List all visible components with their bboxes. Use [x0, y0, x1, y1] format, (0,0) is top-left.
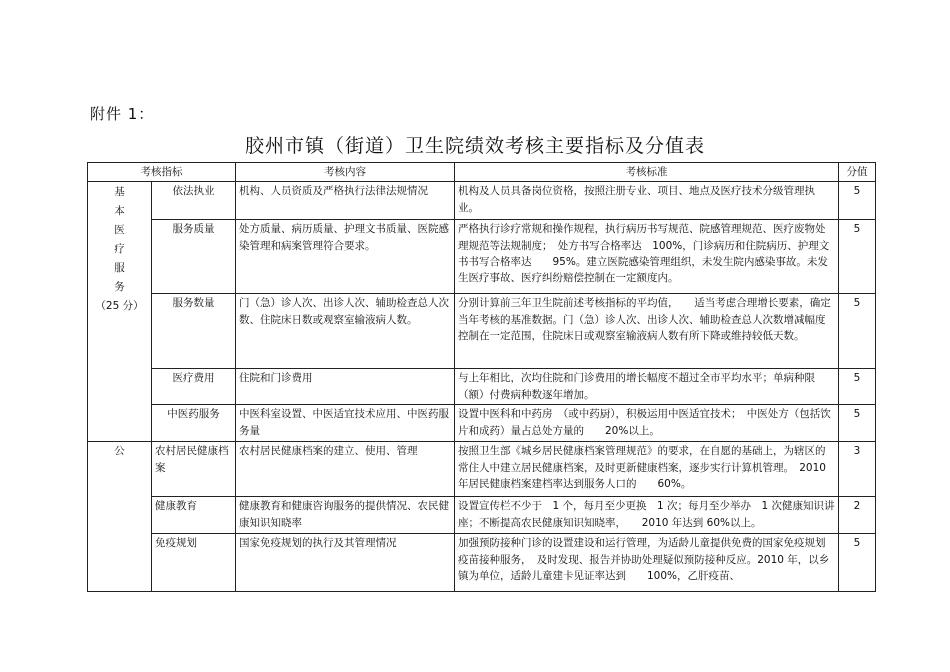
header-indicator: 考核指标 — [88, 163, 236, 182]
attachment-label: 附件 1： — [90, 105, 155, 123]
table-row — [88, 442, 876, 497]
assessment-standard: 严格执行诊疗常规和操作规程，执行病历书写规范、院感管理规范、医疗废物处理规范等法规制度； 处方书写合格率达 100%，门诊病历和住院病历、护理文书书写合格率达 95%。建立医院感染管理组织，未发生院内感染事故。未发生医疗事故、医疗纠纷赔偿控制在一定额度内。 — [455, 220, 839, 294]
assessment-content: 门（急）诊人次、出诊人次、辅助检查总人次数、住院床日数或观察室输液病人数。 — [236, 294, 455, 369]
indicator-table — [87, 162, 876, 592]
assessment-standard: 设置中医科和中药房 （或中药厨），积极运用中医适宜技术； 中医处方（包括饮片和成药）量占总处方量的 20%以上。 — [455, 405, 839, 442]
table-row — [88, 369, 876, 405]
table-row — [88, 294, 876, 369]
assessment-content: 机构、人员资质及严格执行法律法规情况 — [236, 182, 455, 220]
category-basic-medical: 基 本 医 疗 服 务 （25 分） — [88, 182, 152, 442]
sub-indicator: 依法执业 — [152, 182, 236, 220]
table-row — [88, 182, 876, 220]
header-score: 分值 — [839, 163, 876, 182]
score: 5 — [839, 405, 876, 442]
header-standard: 考核标准 — [455, 163, 839, 182]
sub-indicator: 免疫规划 — [152, 534, 236, 592]
assessment-content: 健康教育和健康咨询服务的提供情况、农民健康知识知晓率 — [236, 497, 455, 534]
table-row — [88, 405, 876, 442]
assessment-standard: 与上年相比，次均住院和门诊费用的增长幅度不超过全市平均水平；单病种限（额）付费病种数逐年增加。 — [455, 369, 839, 405]
sub-indicator: 健康教育 — [152, 497, 236, 534]
assessment-standard: 分别计算前三年卫生院前述考核指标的平均值， 适当考虑合理增长要素，确定当年考核的基准数据。门（急）诊人次、出诊人次、辅助检查总人次数增减幅度控制在一定范围，住院床日或观察室输液病人数有所下降或维持较低天数。 — [455, 294, 839, 369]
sub-indicator: 医疗费用 — [152, 369, 236, 405]
sub-indicator: 服务质量 — [152, 220, 236, 294]
score: 5 — [839, 182, 876, 220]
assessment-content: 住院和门诊费用 — [236, 369, 455, 405]
assessment-content: 处方质量、病历质量、护理文书质量、医院感染管理和病案管理符合要求。 — [236, 220, 455, 294]
table-row — [88, 534, 876, 592]
assessment-content: 农村居民健康档案的建立、使用、管理 — [236, 442, 455, 497]
score: 2 — [839, 497, 876, 534]
sub-indicator: 中医药服务 — [152, 405, 236, 442]
assessment-content: 中医科室设置、中医适宜技术应用、中医药服务量 — [236, 405, 455, 442]
score: 5 — [839, 220, 876, 294]
table-row — [88, 220, 876, 294]
table-row — [88, 497, 876, 534]
score: 3 — [839, 442, 876, 497]
page-title: 胶州市镇（街道）卫生院绩效考核主要指标及分值表 — [244, 135, 705, 157]
table-header-row — [88, 163, 876, 182]
sub-indicator: 农村居民健康档案 — [152, 442, 236, 497]
header-content: 考核内容 — [236, 163, 455, 182]
assessment-standard: 机构及人员具备岗位资格，按照注册专业、项目、地点及医疗技术分级管理执业。 — [455, 182, 839, 220]
score: 5 — [839, 294, 876, 369]
score: 5 — [839, 534, 876, 592]
score: 5 — [839, 369, 876, 405]
category-public-health: 公 — [88, 442, 152, 592]
assessment-standard: 按照卫生部《城乡居民健康档案管理规范》的要求，在自愿的基础上，为辖区的常住人中建立居民健康档案，及时更新健康档案，逐步实行计算机管理。 2010 年居民健康档案建档率达到服务人口的 60%。 — [455, 442, 839, 497]
assessment-standard: 加强预防接种门诊的设置建设和运行管理，为适龄儿童提供免费的国家免疫规划疫苗接种服务， 及时发现、报告并协助处理疑似预防接种反应。2010 年，以乡镇为单位，适龄儿童建卡见证率达到 100%，乙肝疫苗、 — [455, 534, 839, 592]
sub-indicator: 服务数量 — [152, 294, 236, 369]
assessment-standard: 设置宣传栏不少于 1 个，每月至少更换 1 次；每月至少举办 1 次健康知识讲座；不断提高农民健康知识知晓率， 2010 年达到 60%以上。 — [455, 497, 839, 534]
assessment-content: 国家免疫规划的执行及其管理情况 — [236, 534, 455, 592]
